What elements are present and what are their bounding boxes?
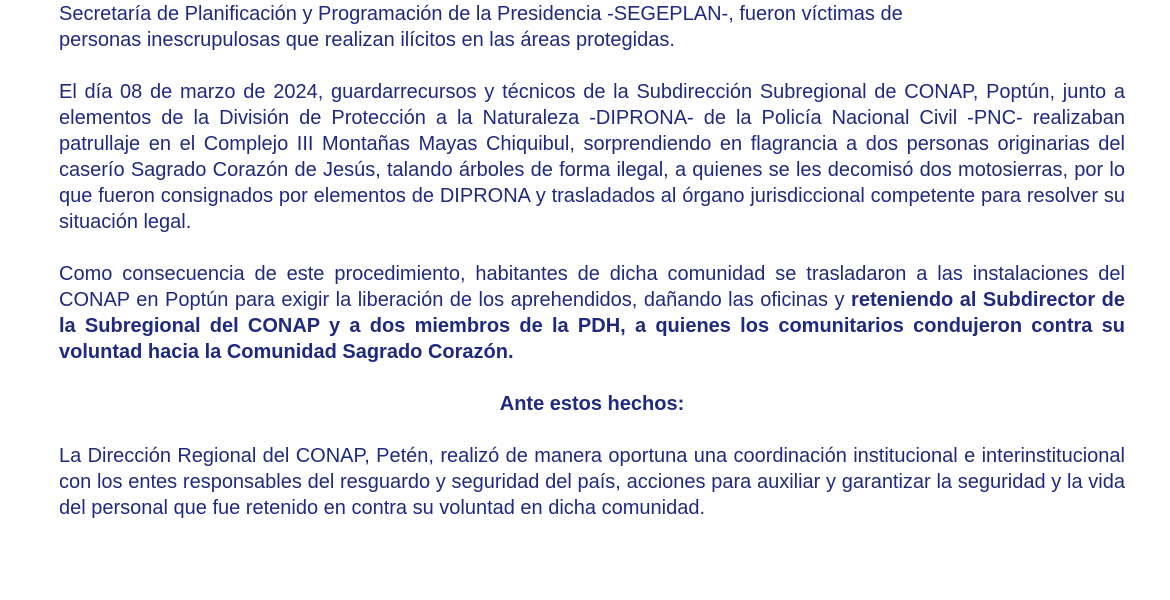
intro-paragraph: [59, 1, 1125, 53]
consequence-text: Como consecuencia de este procedimiento, habitantes de dicha comunidad se trasladaron a las instalaciones del CONAP en Poptún para exigir la liberación de los aprehendidos, dañando las oficinas y: [59, 263, 1125, 311]
intro-line-1: Secretaría de Planificación y Programación de la Presidencia -SEGEPLAN-, fueron víctimas de: [59, 3, 903, 25]
paragraph-incident: El día 08 de marzo de 2024, guardarrecursos y técnicos de la Subdirección Subregional de CONAP, Poptún, junto a elementos de la División de Protección a la Naturaleza -DIPRONA- de la Policía Nacional Civil -PNC- realizaban patrullaje en el Complejo III Montañas Mayas Chiquibul, sorprendiendo en flagrancia a dos personas originarias del caserío Sagrado Corazón de Jesús, talando árboles de forma ilegal, a quienes se les decomisó dos motosierras, por lo que fueron consignados por elementos de DIPRONA y trasladados al órgano jurisdiccional competente para resolver su situación legal.: [59, 81, 1125, 233]
paragraph-response: La Dirección Regional del CONAP, Petén, realizó de manera oportuna una coordinación institucional e interinstitucional con los entes responsables del resguardo y seguridad del país, acciones para auxiliar y garantizar la seguridad y la vida del personal que fue retenido en contra su voluntad en dicha comunidad.: [59, 445, 1125, 519]
intro-line-2: personas inescrupulosas que realizan ilícitos en las áreas protegidas.: [59, 29, 675, 51]
paragraph-consequence: [59, 261, 1125, 365]
section-heading: Ante estos hechos:: [499, 393, 685, 415]
consequence-bold-text: reteniendo al Subdirector de la Subregional del CONAP y a dos miembros de la PDH, a quienes los comunitarios condujeron contra su voluntad hacia la Comunidad Sagrado Corazón.: [59, 289, 1125, 363]
document-body: [59, 1, 1125, 521]
